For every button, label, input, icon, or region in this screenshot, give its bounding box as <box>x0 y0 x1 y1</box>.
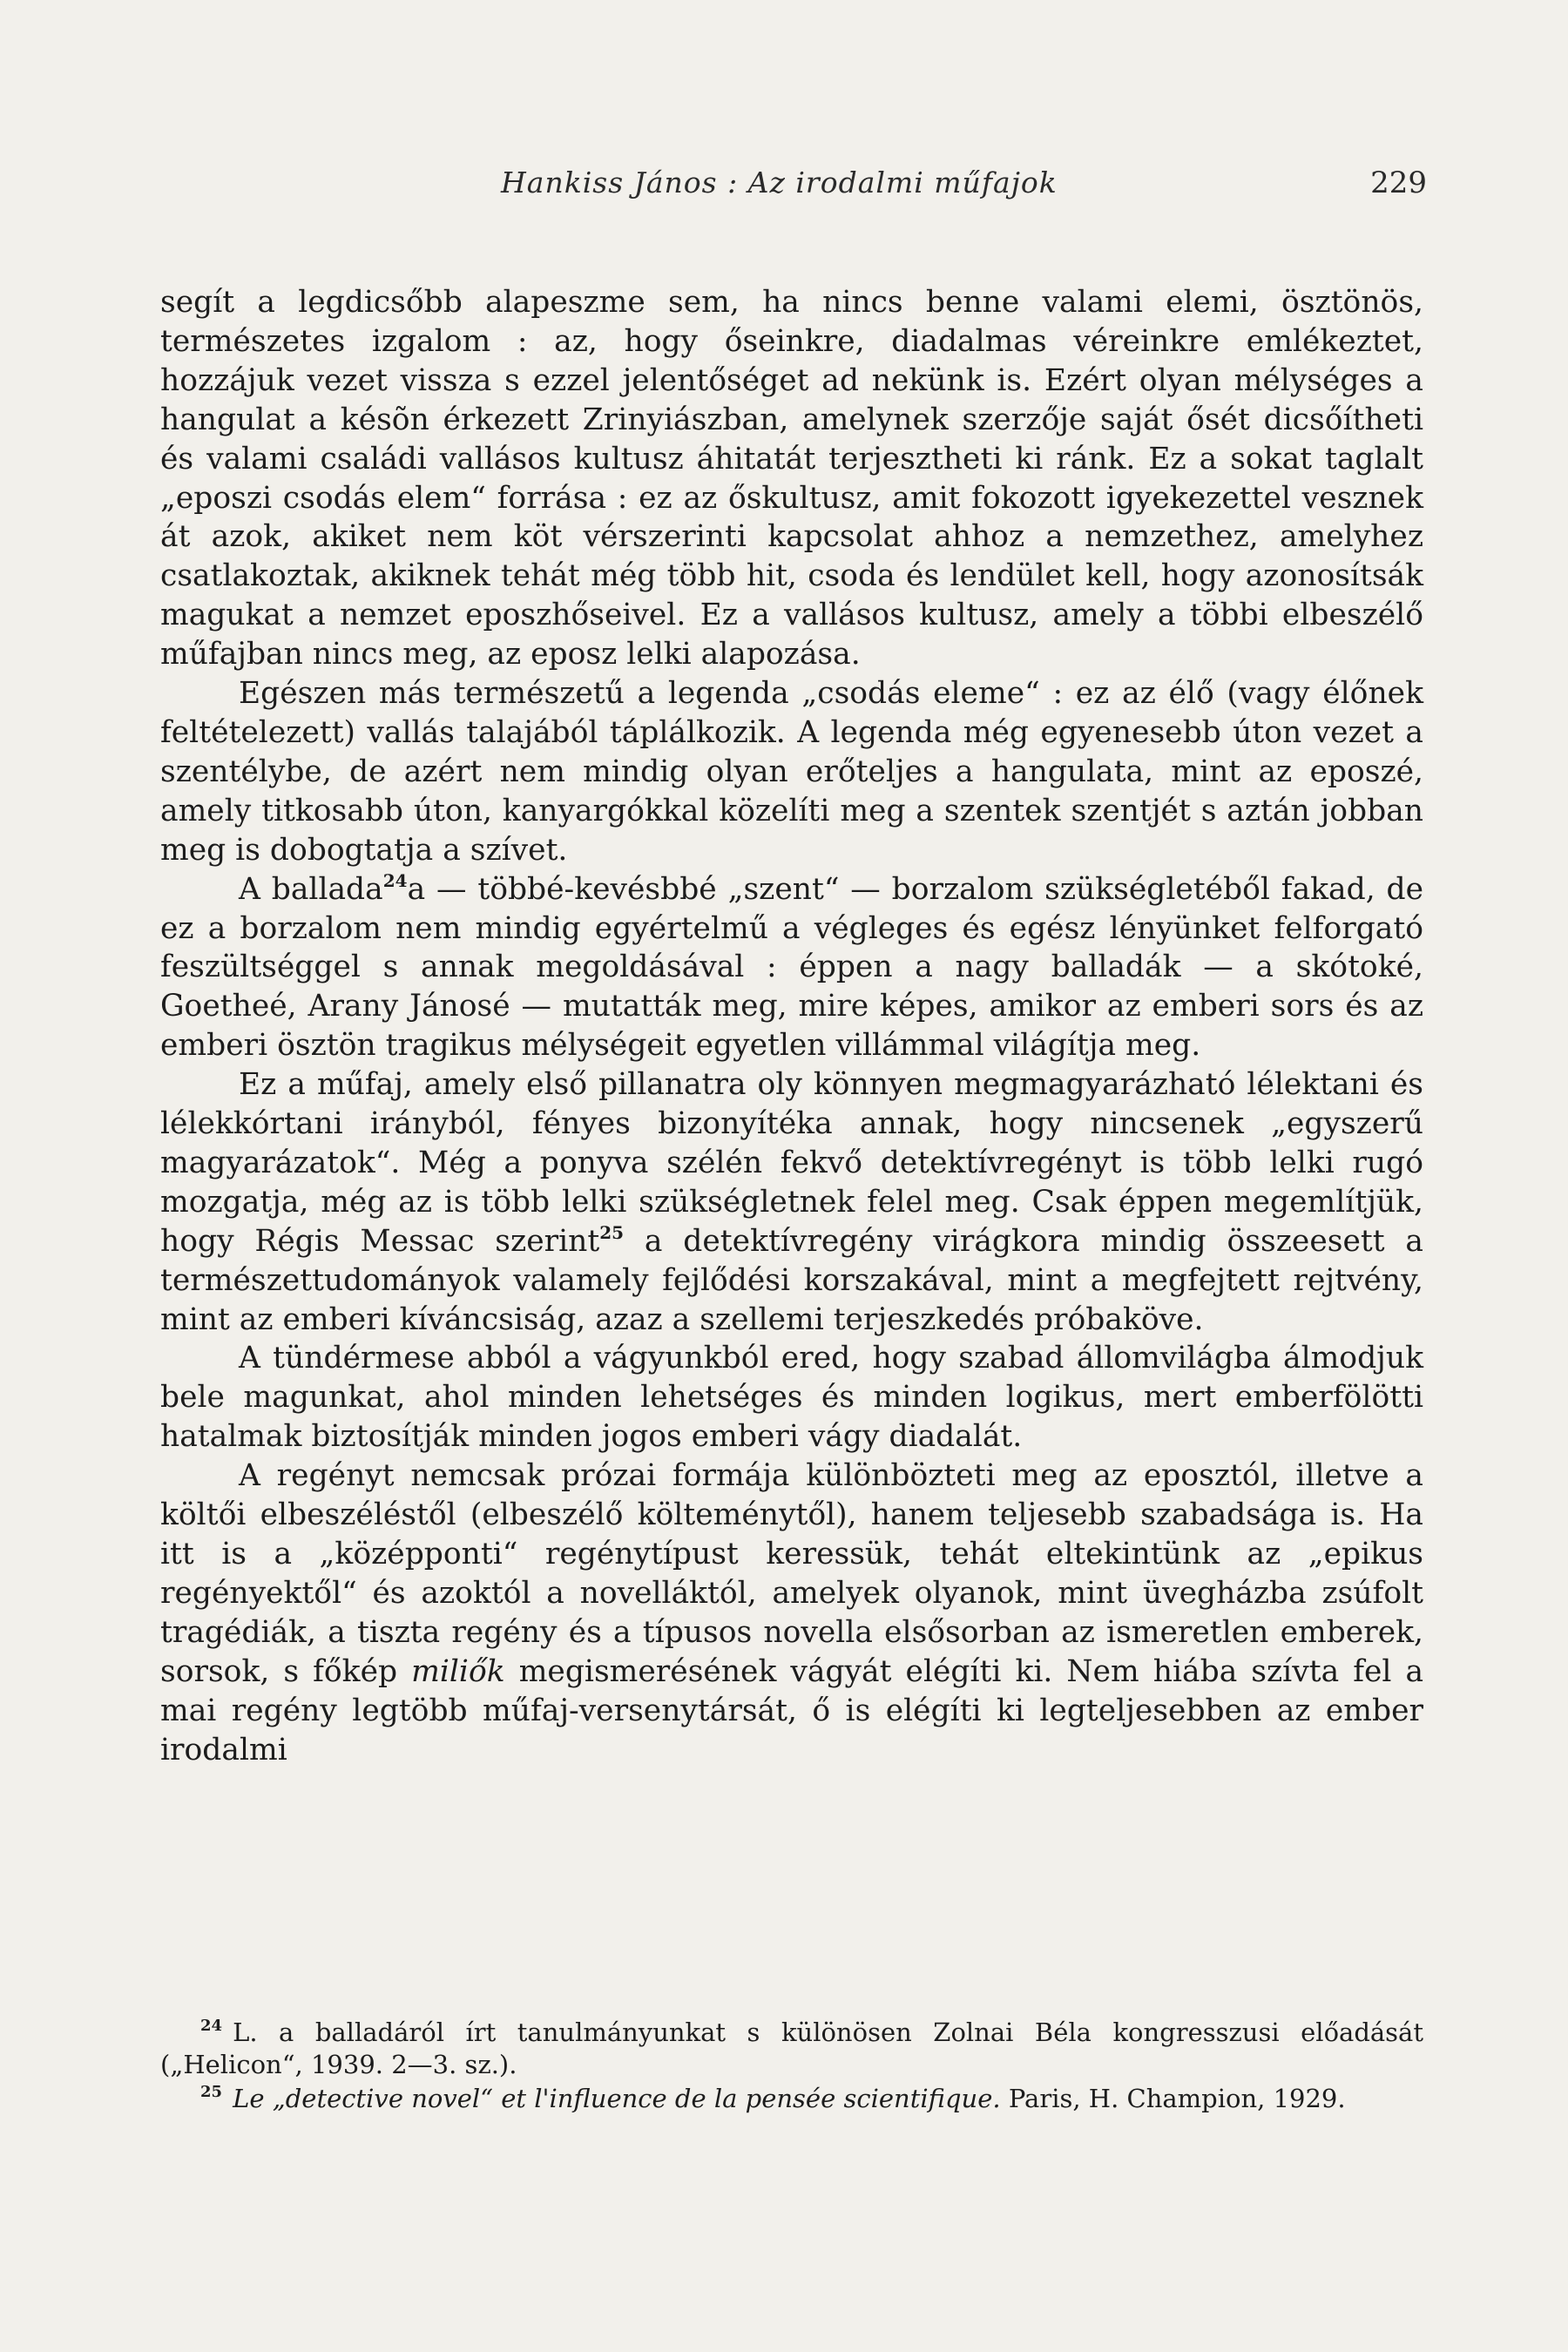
main-text <box>160 283 1423 1769</box>
footnote-24 <box>160 2017 1423 2081</box>
text-run: A regényt nemcsak prózai formája különbözteti meg az eposztól, illetve a költői elbeszéléstől (elbeszélő költeménytől), hanem teljesebb szabadsága is. Ha itt is a „középponti“ regénytípust keressük, tehát eltekintünk az „epikus regényektől“ és azoktól a novelláktól, amelyek olyanok, mint üvegházba zsúfolt tragédiák, a tiszta regény és a típusos novella elsősorban az ismeretlen emberek, sorsok, s főkép <box>160 1458 1423 1689</box>
italic-word: miliők <box>411 1653 505 1689</box>
paragraph: Egészen más természetű a legenda „csodás eleme“ : ez az élő (vagy élőnek feltételezett) vallás talajából táplálkozik. A legenda még egyenesebb úton vezet a szentélybe, de azért nem mindig olyan erőteljes a hangulata, mint az eposzé, amely titkosabb úton, kanyargókkal közelíti meg a szentek szentjét s aztán jobban meg is dobogtatja a szívet. <box>160 676 1423 868</box>
text-run: A ballada <box>239 871 383 907</box>
footnote-mark: 24 <box>200 2017 223 2035</box>
footnote-25 <box>160 2083 1423 2115</box>
footnote-ref[interactable]: 25 <box>599 1221 625 1243</box>
text-run: a detektívregény virágkora mindig összeesett a természettudományok valamely fejlődési korszakával, mint a megfejtett rejtvény, mint az emberi kíváncsiság, azaz a szellemi terjeszkedés próbaköve. <box>160 1223 1423 1337</box>
running-head: Hankiss János : Az irodalmi műfajok <box>501 166 1058 199</box>
paragraph <box>160 870 1423 1066</box>
paragraph <box>160 1065 1423 1339</box>
paragraph: segít a legdicsőbb alapeszme sem, ha nincs benne valami elemi, ösztönös, természetes izgalom : az, hogy őseinkre, diadalmas véreinkre emlékeztet, hozzájuk vezet vissza s ezzel jelentőséget ad nekünk is. Ezért olyan mélységes a hangulat a késõn érkezett Zrinyiászban, amelynek szerzője saját ősét dicsőítheti és valami családi vallásos kultusz áhitatát terjesztheti ki ránk. Ez a sokat taglalt „eposzi csodás elem“ forrása : ez az őskultusz, amit fokozott igyekezettel vesznek át azok, akiket nem köt vérszerinti kapcsolat ahhoz a nemzethez, amelyhez csatlakoztak, akiknek tehát még több hit, csoda és lendület kell, hogy azonosítsák magukat a nemzet eposzhőseivel. Ez a vallásos kultusz, amely a többi elbeszélő műfajban nincs meg, az eposz lelki alapozása. <box>160 285 1423 672</box>
text-run: Ez a műfaj, amely első pillanatra oly könnyen megmagyarázható lélektani és lélekkórtani irányból, fényes bizonyítéka annak, hogy nincsenek „egyszerű magyarázatok“. Még a ponyva szélén fekvő detektívregényt is több lelki rugó mozgatja, még az is több lelki szükségletnek felel meg. Csak éppen megemlítjük, hogy Régis Messac szerint <box>160 1067 1423 1259</box>
footnote-text: Paris, H. Champion, 1929. <box>1008 2084 1346 2113</box>
footnote-mark: 25 <box>200 2083 223 2101</box>
page-number: 229 <box>1370 166 1427 200</box>
paragraph: A tündérmese abból a vágyunkból ered, hogy szabad állomvilágba álmodjuk bele magunkat, ahol minden lehetséges és minden logikus, mert emberfölötti hatalmak biztosítják minden jogos emberi vágy diadalát. <box>160 1341 1423 1455</box>
footnotes <box>160 2017 1423 2117</box>
page-header <box>157 166 1427 218</box>
footnote-title: Le „detective novel“ et l'influence de la pensée scientifique. <box>233 2084 1001 2113</box>
text-run: a — többé-kevésbbé „szent“ — borzalom szükségletéből fakad, de ez a borzalom nem mindig egyértelmű a végleges és egész lényünket felforgató feszültséggel s annak megoldásával : éppen a nagy balladák — a skótoké, Goetheé, Arany Jánosé — mutatták meg, mire képes, amikor az emberi sors és az emberi ösztön tragikus mélységeit egyetlen villámmal világítja meg. <box>160 871 1424 1064</box>
paragraph <box>160 1456 1423 1769</box>
footnote-ref[interactable]: 24 <box>382 869 408 891</box>
footnote-text: L. a balladáról írt tanulmányunkat s különösen Zolnai Béla kongresszusi előadását („Helicon“, 1939. 2—3. sz.). <box>160 2017 1423 2079</box>
text-run: megismerésének vágyát elégíti ki. Nem hiába szívta fel a mai regény legtöbb műfaj-versenytársát, ő is elégíti ki legteljesebben az ember irodalmi <box>160 1653 1424 1767</box>
